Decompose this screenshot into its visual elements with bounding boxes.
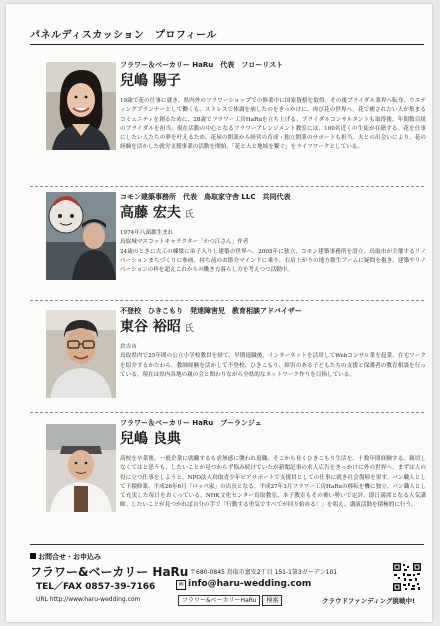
flyer-page (6, 4, 432, 622)
shop-url[interactable]: URL http://www.haru-wedding.com (36, 596, 141, 603)
profile-separator (30, 300, 424, 301)
shop-name: フラワー&ベーカリー HaRu (30, 565, 189, 579)
section-title: パネルディスカッション プロフィール (30, 30, 217, 41)
contact-footer (30, 552, 424, 605)
profile-bio: 倉吉市 鳥取県内で25年間の公立小学校教員を経て、早期退職後、インターネットを活用してWebコンサル業を起業。在宅ワークを紹介するかたわら、教師経験を活かして不登校、ひきこもり、障害のある子どもたちの支援と保護者の教育相談を行っている。現在は県内各地の親の会と関わりながら全県的なネットワーク作りを目指している。 (120, 344, 426, 378)
profile-photo (46, 310, 116, 398)
profile-photo (46, 192, 116, 280)
profile-bio: 高校を卒業後、一般企業に就職するも虐無感に襲われ退職。そこから長くひきこもり生活を、十数年間経験する。親切しなくてはと思うも、したいことが見つからず悩み続けていたが新聞記事の求人広告をきっかけに外の世界へ。まずは人の役に立つ仕事をしようと、NPO法人鳥取青少年ピアサポートで支援員としての仕事に就き社会復帰を果す。パン職人として下積修業、平成26年6月「ロッペ家」の店長となる。平成27年3月フラワー工房HaRuの移転を機に独立。パン職人として充実した毎日をおくっている。NHK文化センター鳥取教室、本子教室もその後い勢いで定評、即日満席となる人気講師。したいことが見つかれば自分の手で「行動する勇気ですべてが回り始める！」を唱え、講演活動を積極的に行う。 (120, 456, 426, 509)
profile-bio: 1974年八頭郡生まれ 鳥取城マスコットキャラクター「かつ江さん」作者 24歳のときに大工の棟梁に弟子入りし建築の世界へ。2005年に独立、コモン建築事務所を設立。鳥取市が主催するリノベーションまちづくりに参画、持ち前のお節介マインドに乗り、右肩上がりの地方創生ブームに疑問を抱き、建築やリノベーションの枠を超えこれからの働き方暮らし方を考えつつ活動中。 (120, 230, 426, 274)
mail-icon: ✉ (176, 580, 186, 590)
search-button: 検索 (262, 595, 282, 606)
qr-code-icon (392, 562, 422, 592)
profile-name: 高藤 宏夫 氏 (120, 205, 194, 221)
profile-name: 兒嶋 良典 (120, 431, 181, 447)
profile-role: フラワー＆ベーカリー HaRu 代表 フローリスト (120, 61, 284, 69)
profile-role: フラワー＆ベーカリー HaRu ブーランジェ (120, 419, 262, 427)
shop-email[interactable]: ✉ info@haru-wedding.com (176, 579, 311, 590)
footer-separator (30, 544, 424, 545)
contact-heading: お問合せ・お申込み (30, 552, 424, 562)
profile-separator (30, 186, 424, 187)
profile-bio: 19歳で花の仕事に就き、県内外のフラワーショップでの修業中に国家資格を取得。その後ブライダル業界へ転身、ウエディングプランナーとして働くも、ストレスで体調を崩したのをきっかけに、再び花の世界へ。花で癒されたい人が集まるコミュニティを創るために、28歳でフラワー工房HaRuを立ち上げる。ブライダルコンサルタントも取得後、年間数百組のブライダルを担当。現在活動の中心となるフラワーアレンジメント教室には、100名近くの生徒が在籍する。花を仕事にしたい人たちの夢を叶えるため、花屋の開業から経営の育成・独立開業のサポートも担当。夫との出会いにより、花の経験を活かした就労支援事業の活動を開始。「花と人と地域を繋ぐ」をライフワークとしている。 (120, 98, 426, 151)
profile-name: 兒嶋 陽子 (120, 73, 181, 89)
profile-name: 東谷 裕昭 氏 (120, 319, 194, 335)
title-rule (30, 44, 424, 45)
crowdfunding-note: クラウドファンディング挑戦中! (322, 597, 415, 605)
profile-photo (46, 62, 116, 150)
shop-address: 〒680-0845 鳥取市富安2丁目 151-1第3ガーデン101 (190, 569, 338, 576)
search-term: フラワー&ベーカリーHaRu (178, 595, 260, 606)
shop-phone: TEL／FAX 0857-39-7166 (36, 582, 156, 592)
search-box (178, 595, 282, 606)
profile-separator (30, 412, 424, 413)
profile-role: コモン建築事務所 代表 鳥取家守舎 LLC 共同代表 (120, 193, 291, 201)
profile-role: 不登校 ひきこもり 発達障害児 教育相談アドバイザー (120, 307, 302, 315)
square-bullet-icon (30, 553, 36, 559)
profile-photo (46, 424, 116, 512)
